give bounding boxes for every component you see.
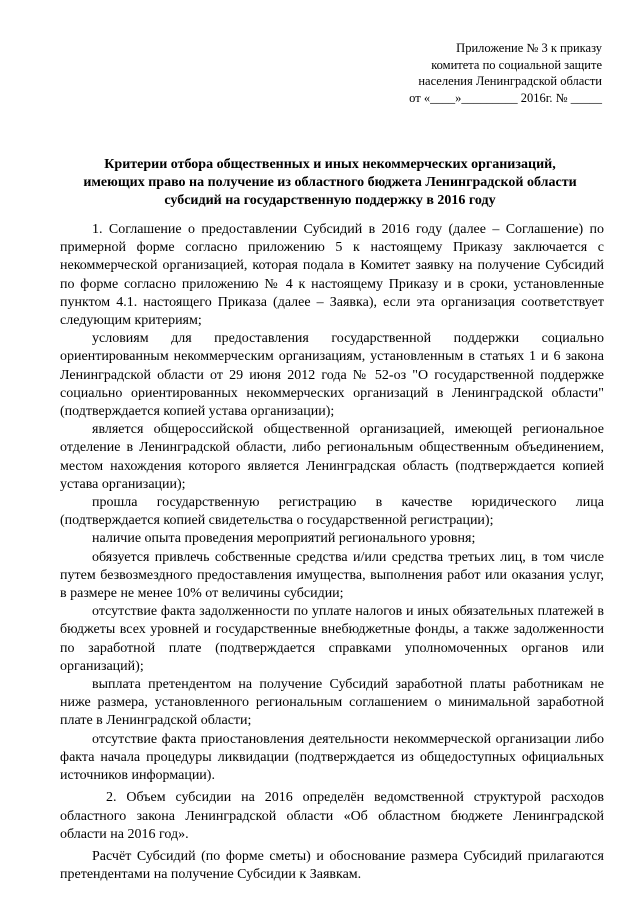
document-body [60,221,604,884]
paragraph-criterion-own-funds: обязуется привлечь собственные средства и/или средства третьих лиц, в том числе путем безвозмездного предоставления имущества, выполнения работ или оказания услуг, в размере не менее 10% от величины субсидии; [60,549,604,602]
appendix-line-1: Приложение № 3 к приказу [456,41,602,55]
paragraph-criterion-conditions: условиям для предоставления государственной поддержки социально ориентированным некоммерческим организациям, установленным в статьях 1 и 6 закона Ленинградской области от 29 июня 2012 года № 52-оз "О государственной поддержке социально ориентированных некоммерческих организаций в Ленинградской области" (подтверждается копией устава организации); [60,331,604,420]
paragraph-criterion-no-liquidation: отсутствие факта приостановления деятельности некоммерческой организации либо факта начала процедуры ликвидации (подтверждается из общедоступных официальных источников информации). [60,731,604,784]
paragraph-subsidy-calculation: Расчёт Субсидий (по форме сметы) и обоснование размера Субсидий прилагаются претендентами на получение Субсидии к Заявкам. [60,848,604,883]
paragraph-criterion-experience: наличие опыта проведения мероприятий регионального уровня; [92,531,476,547]
paragraph-criterion-no-debt: отсутствие факта задолженности по уплате налогов и иных обязательных платежей в бюджеты всех уровней и государственные внебюджетные фонды, а также задолженности по заработной плате (подтверждается справками уполномоченных органов или организаций); [60,604,604,674]
appendix-header [322,40,602,106]
title-line-2: имеющих право на получение из областного бюджета Ленинградской области [83,175,577,190]
title-line-1: Критерии отбора общественных и иных некоммерческих организаций, [104,157,556,172]
appendix-line-2: комитета по социальной защите [431,57,602,72]
appendix-line-4: от «____»_________ 2016г. № _____ [409,90,602,105]
paragraph-criterion-wages: выплата претендентом на получение Субсидий заработной платы работникам не ниже размера, установленного региональным соглашением о минимальной заработной плате в Ленинградской области; [60,677,604,729]
title-line-3: субсидий на государственную поддержку в 2016 году [164,193,496,208]
paragraph-criterion-registration: прошла государственную регистрацию в качестве юридического лица (подтверждается копией свидетельства о государственной регистрации); [60,495,604,529]
paragraph-subsidy-volume: 2. Объем субсидии на 2016 определён ведомственной структурой расходов областного закона Ленинградской области «Об областном бюджете Ленинградской области на 2016 год». [60,790,604,842]
paragraph-criterion-organization: является общероссийской общественной организацией, имеющей региональное отделение в Ленинградской области, либо региональным общественным объединением, местом нахождения которого является Ленинградская область (подтверждается копией устава организации); [60,422,604,492]
paragraph-agreement: 1. Соглашение о предоставлении Субсидий в 2016 году (далее – Соглашение) по примерной форме согласно приложению 5 к настоящему Приказу заключается с некоммерческой организацией, которая подала в Комитет заявку на получение Субсидий по форме согласно приложению № 4 к настоящему Приказу и в сроки, установленные пунктом 4.1. настоящего Приказа (далее – Заявка), если эта организация соответствует следующим критериям; [60,222,604,329]
document-title [60,156,600,210]
appendix-line-3: населения Ленинградской области [418,74,602,88]
